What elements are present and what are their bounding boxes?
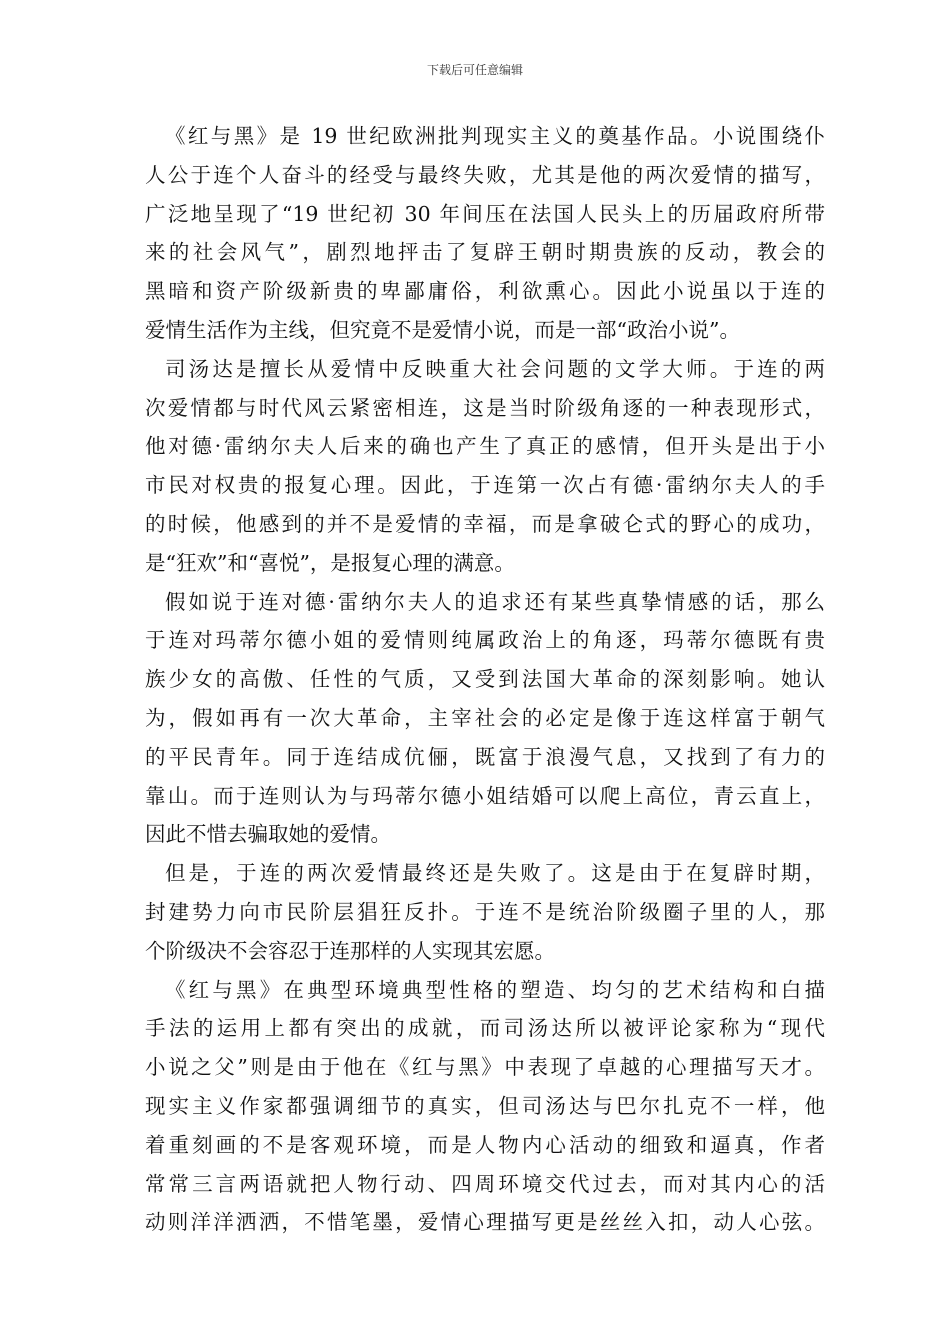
paragraph-line: 次爱情都与时代风云紧密相连，这是当时阶级角逐的一种表现形式， bbox=[145, 395, 825, 420]
paragraph-line: 爱情生活作为主线，但究竟不是爱情小说，而是一部“政治小说”。 bbox=[145, 317, 740, 342]
paragraph-line: 常常三言两语就把人物行动、四周环境交代过去，而对其内心的活 bbox=[145, 1171, 825, 1196]
paragraph-1 bbox=[145, 117, 825, 350]
paragraph-line: 市民对权贵的报复心理。因此，于连第一次占有德·雷纳尔夫人的手 bbox=[145, 473, 825, 498]
page-header: 下载后可任意编辑 bbox=[426, 63, 523, 77]
paragraph-line: 《红与黑》是 19 世纪欧洲批判现实主义的奠基作品。小说围绕仆 bbox=[165, 124, 825, 148]
paragraph-line: 手法的运用上都有突出的成就，而司汤达所以被评论家称为“现代 bbox=[145, 1016, 825, 1041]
paragraph-line: 个阶级决不会容忍于连那样的人实现其宏愿。 bbox=[145, 938, 555, 963]
paragraph-line: 因此不惜去骗取她的爱情。 bbox=[145, 822, 391, 847]
paragraph-line: 靠山。而于连则认为与玛蒂尔德小姐结婚可以爬上高位，青云直上， bbox=[145, 783, 825, 808]
paragraph-line: 来的社会风气”，剧烈地抨击了复辟王朝时期贵族的反动，教会的 bbox=[145, 240, 825, 265]
paragraph-line: 他对德·雷纳尔夫人后来的确也产生了真正的感情，但开头是出于小 bbox=[145, 434, 825, 459]
paragraph-line: 族少女的高傲、任性的气质，又受到法国大革命的深刻影响。她认 bbox=[145, 667, 825, 692]
paragraph-line: 的时候，他感到的并不是爱情的幸福，而是拿破仑式的野心的成功， bbox=[145, 511, 825, 536]
paragraph-line: 人公于连个人奋斗的经受与最终失败，尤其是他的两次爱情的描写， bbox=[145, 162, 825, 187]
paragraph-2 bbox=[145, 350, 825, 583]
paragraph-line: 是“狂欢”和“喜悦”，是报复心理的满意。 bbox=[145, 550, 515, 575]
document-body bbox=[145, 117, 825, 1242]
paragraph-line: 的平民青年。同于连结成伉俪，既富于浪漫气息，又找到了有力的 bbox=[145, 744, 825, 769]
paragraph-line: 于连对玛蒂尔德小姐的爱情则纯属政治上的角逐，玛蒂尔德既有贵 bbox=[145, 628, 825, 653]
paragraph-line: 但是，于连的两次爱情最终还是失败了。这是由于在复辟时期， bbox=[165, 861, 825, 886]
paragraph-line: 广泛地呈现了“19 世纪初 30 年间压在法国人民头上的历届政府所带 bbox=[145, 201, 825, 226]
paragraph-3 bbox=[145, 583, 825, 855]
paragraph-line: 现实主义作家都强调细节的真实，但司汤达与巴尔扎克不一样，他 bbox=[145, 1093, 825, 1118]
paragraph-5 bbox=[145, 971, 825, 1243]
paragraph-line: 动则洋洋洒洒，不惜笔墨，爱情心理描写更是丝丝入扣，动人心弦。 bbox=[145, 1210, 825, 1235]
paragraph-line: 司汤达是擅长从爱情中反映重大社会问题的文学大师。于连的两 bbox=[165, 356, 825, 381]
paragraph-line: 为，假如再有一次大革命，主宰社会的必定是像于连这样富于朝气 bbox=[145, 705, 825, 730]
paragraph-line: 着重刻画的不是客观环境，而是人物内心活动的细致和逼真，作者 bbox=[145, 1132, 825, 1157]
paragraph-line: 假如说于连对德·雷纳尔夫人的追求还有某些真挚情感的话，那么 bbox=[165, 589, 825, 614]
paragraph-line: 封建势力向市民阶层猖狂反扑。于连不是统治阶级圈子里的人，那 bbox=[145, 899, 825, 924]
paragraph-line: 《红与黑》在典型环境典型性格的塑造、均匀的艺术结构和白描 bbox=[165, 977, 825, 1002]
paragraph-4 bbox=[145, 854, 825, 970]
paragraph-line: 黑暗和资产阶级新贵的卑鄙庸俗，利欲熏心。因此小说虽以于连的 bbox=[145, 279, 825, 304]
paragraph-line: 小说之父”则是由于他在《红与黑》中表现了卓越的心理描写天才。 bbox=[145, 1055, 825, 1080]
